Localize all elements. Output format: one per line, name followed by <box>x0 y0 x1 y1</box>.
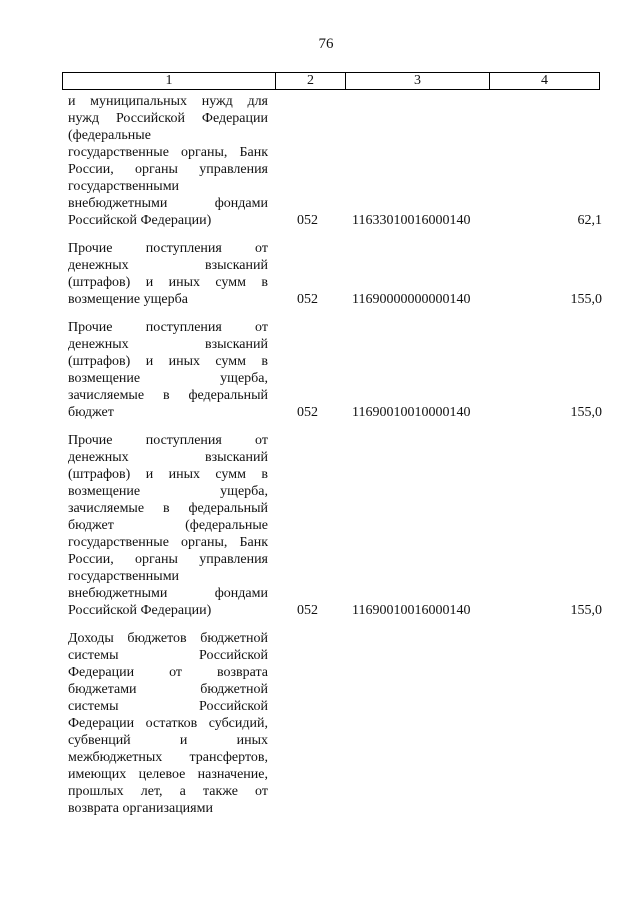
description-line: государственные органы, Банк <box>68 535 268 550</box>
description-line: Прочие поступления от <box>68 241 268 256</box>
amount: 155,0 <box>570 405 602 420</box>
description-line: внебюджетными фондами <box>68 586 268 601</box>
description-line: (штрафов) и иных сумм в <box>68 275 268 290</box>
admin-code: 052 <box>297 292 318 307</box>
description-line: государственными <box>68 179 180 194</box>
description-line: возмещение ущерба, <box>68 484 268 499</box>
description-line: системы Российской <box>68 648 268 663</box>
header-col-1: 1 <box>165 73 173 88</box>
budget-classification-code: 11690010010000140 <box>352 405 471 420</box>
description-line: государственными <box>68 569 180 584</box>
header-col-2: 2 <box>275 73 345 89</box>
admin-code: 052 <box>297 603 318 618</box>
description-line: возмещение ущерба <box>68 292 188 307</box>
amount: 62,1 <box>577 213 602 228</box>
description-line: России, органы управления <box>68 162 268 177</box>
description-line: субвенций и иных <box>68 733 268 748</box>
amount: 155,0 <box>570 603 602 618</box>
description-line: денежных взысканий <box>68 450 268 465</box>
description-line: системы Российской <box>68 699 268 714</box>
description-line: прошлых лет, а также от <box>68 784 268 799</box>
description-line: бюджет <box>68 405 114 420</box>
budget-classification-code: 11690000000000140 <box>352 292 471 307</box>
row-description <box>68 319 268 421</box>
description-line: государственные органы, Банк <box>68 145 268 160</box>
description-line: Федерации от возврата <box>68 665 268 680</box>
description-line: нужд Российской Федерации <box>68 111 268 126</box>
header-col-4: 4 <box>489 73 599 89</box>
description-line: имеющих целевое назначение, <box>68 767 268 782</box>
admin-code: 052 <box>297 213 318 228</box>
description-line: бюджет (федеральные <box>68 518 268 533</box>
page-number: 76 <box>318 36 334 52</box>
description-line: возврата организациями <box>68 801 213 816</box>
description-line: денежных взысканий <box>68 337 268 352</box>
description-line: Федерации остатков субсидий, <box>68 716 268 731</box>
description-line: зачисляемые в федеральный <box>68 388 268 403</box>
row-description <box>68 93 268 229</box>
description-line: Российской Федерации) <box>68 213 212 228</box>
description-line: денежных взысканий <box>68 258 268 273</box>
row-description <box>68 240 268 308</box>
description-line: Доходы бюджетов бюджетной <box>68 631 268 646</box>
description-line: межбюджетных трансфертов, <box>68 750 268 765</box>
description-line: (федеральные <box>68 128 151 143</box>
description-line: Прочие поступления от <box>68 320 268 335</box>
description-line: бюджетами бюджетной <box>68 682 268 697</box>
description-line: и муниципальных нужд для <box>68 94 268 109</box>
amount: 155,0 <box>570 292 602 307</box>
description-line: России, органы управления <box>68 552 268 567</box>
description-line: Российской Федерации) <box>68 603 212 618</box>
description-line: возмещение ущерба, <box>68 371 268 386</box>
header-col-3: 3 <box>345 73 489 89</box>
row-description <box>68 630 268 817</box>
description-line: внебюджетными фондами <box>68 196 268 211</box>
row-description <box>68 432 268 619</box>
admin-code: 052 <box>297 405 318 420</box>
description-line: зачисляемые в федеральный <box>68 501 268 516</box>
description-line: (штрафов) и иных сумм в <box>68 354 268 369</box>
budget-classification-code: 11690010016000140 <box>352 603 471 618</box>
table-header <box>62 72 600 90</box>
description-line: Прочие поступления от <box>68 433 268 448</box>
description-line: (штрафов) и иных сумм в <box>68 467 268 482</box>
budget-classification-code: 11633010016000140 <box>352 213 471 228</box>
